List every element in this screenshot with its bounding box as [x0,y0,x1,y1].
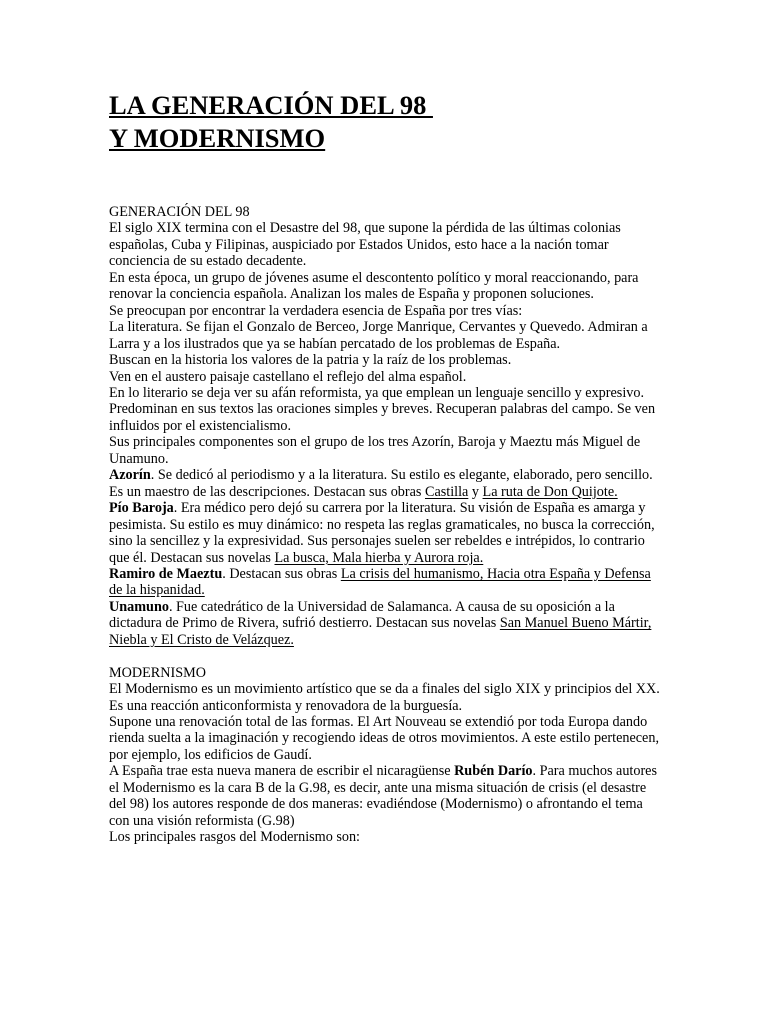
work-titles: La crisis del humanismo, Hacia otra España y Defensa de la hispanidad. [109,565,651,599]
section-heading-gen98: GENERACIÓN DEL 98 [109,204,250,220]
author-name: Ramiro de Maeztu [109,565,223,582]
paragraph: Los principales rasgos del Modernismo son: [109,829,361,846]
author-paragraph-azorin [109,467,661,500]
work-titles: San Manuel Bueno Mártir, Niebla y El Cristo de Velázquez. [109,615,652,648]
paragraph: El siglo XIX termina con el Desastre del 98, que supone la pérdida de las últimas colonias españolas, Cuba y Filipinas, auspiciado por Estados Unidos, esto hace a la nación tomar conciencia de su estado decadente. [109,220,621,270]
work-title: La ruta de Don Quijote. [482,483,618,500]
paragraph-text: . Para muchos autores el Modernismo es la cara B de la G.98, es decir, ante una misma situación de crisis (el desastre del 98) los autores responde de dos maneras: evadiéndose (Modernismo) o afrontando el tema con una visión reformista (G.98) [109,763,658,829]
author-paragraph-unamuno [109,599,661,648]
author-paragraph-baroja [109,500,661,566]
paragraph: Ven en el austero paisaje castellano el reflejo del alma español. [109,368,467,385]
author-text: . Fue catedrático de la Universidad de Salamanca. A causa de su oposición a la dictadura de Primo de Rivera, sufrió destierro. Destacan sus novelas [109,598,615,632]
author-name: Unamuno [109,598,169,615]
paragraph: Supone una renovación total de las formas. El Art Nouveau se extendió por toda Europa dando rienda suelta a la imaginación y recogiendo ideas de otros movimientos. A este estilo pertenecen, por ejemplo, los edificios de Gaudí. [109,714,659,763]
conjunction: y [468,483,483,500]
author-name: Azorín [109,467,151,484]
author-name: Rubén Darío [454,763,533,780]
paragraph: El Modernismo es un movimiento artístico que se da a finales del siglo XIX y principios del XX. Es una reacción anticonformista y renovadora de la burguesía. [109,681,660,714]
title-line-1: LA GENERACIÓN DEL 98 [109,90,433,120]
paragraph-spacer [109,648,661,664]
author-text: . Se dedicó al periodismo y a la literatura. Su estilo es elegante, elaborado, pero sencillo. Es un maestro de las descripciones. Destacan sus obras [109,467,653,500]
document-title [109,89,433,155]
paragraph-dario [109,763,661,829]
paragraph: Se preocupan por encontrar la verdadera esencia de España por tres vías: [109,302,523,319]
paragraph: Buscan en la historia los valores de la patria y la raíz de los problemas. [109,352,512,369]
paragraph: La literatura. Se fijan el Gonzalo de Berceo, Jorge Manrique, Cervantes y Quevedo. Admiran a Larra y a los ilustrados que ya se habían percatado de los problemas de España. [109,319,648,352]
title-line-2: Y MODERNISMO [109,123,326,153]
section-heading-modernismo: MODERNISMO [109,664,206,681]
author-paragraph-maeztu [109,566,661,599]
author-name: Pío Baroja [109,500,174,517]
paragraph-text: A España trae esta nueva manera de escribir el nicaragüense [109,763,455,780]
work-titles: La busca, Mala hierba y Aurora roja. [274,549,484,566]
work-title: Castilla [424,483,469,500]
author-text: . Destacan sus obras [222,565,341,582]
paragraph: En esta época, un grupo de jóvenes asume el descontento político y moral reaccionando, para renovar la conciencia española. Analizan los males de España y proponen soluciones. [109,269,639,303]
document-body [109,204,661,846]
paragraph: Sus principales componentes son el grupo de los tres Azorín, Baroja y Maeztu más Miguel de Unamuno. [109,434,641,467]
author-text: . Era médico pero dejó su carrera por la literatura. Su visión de España es amarga y pesimista. Su estilo es muy dinámico: no respeta las reglas gramaticales, no busca la corrección, sino la sencillez y la expresividad. Sus personajes suelen ser rebeldes e intrépidos, lo contrario que él. Destacan sus novelas [109,500,655,566]
paragraph: En lo literario se deja ver su afán reformista, ya que emplean un lenguaje sencillo y expresivo. Predominan en sus textos las oraciones simples y breves. Recuperan palabras del campo. Se ven influidos por el existencialismo. [109,384,656,434]
